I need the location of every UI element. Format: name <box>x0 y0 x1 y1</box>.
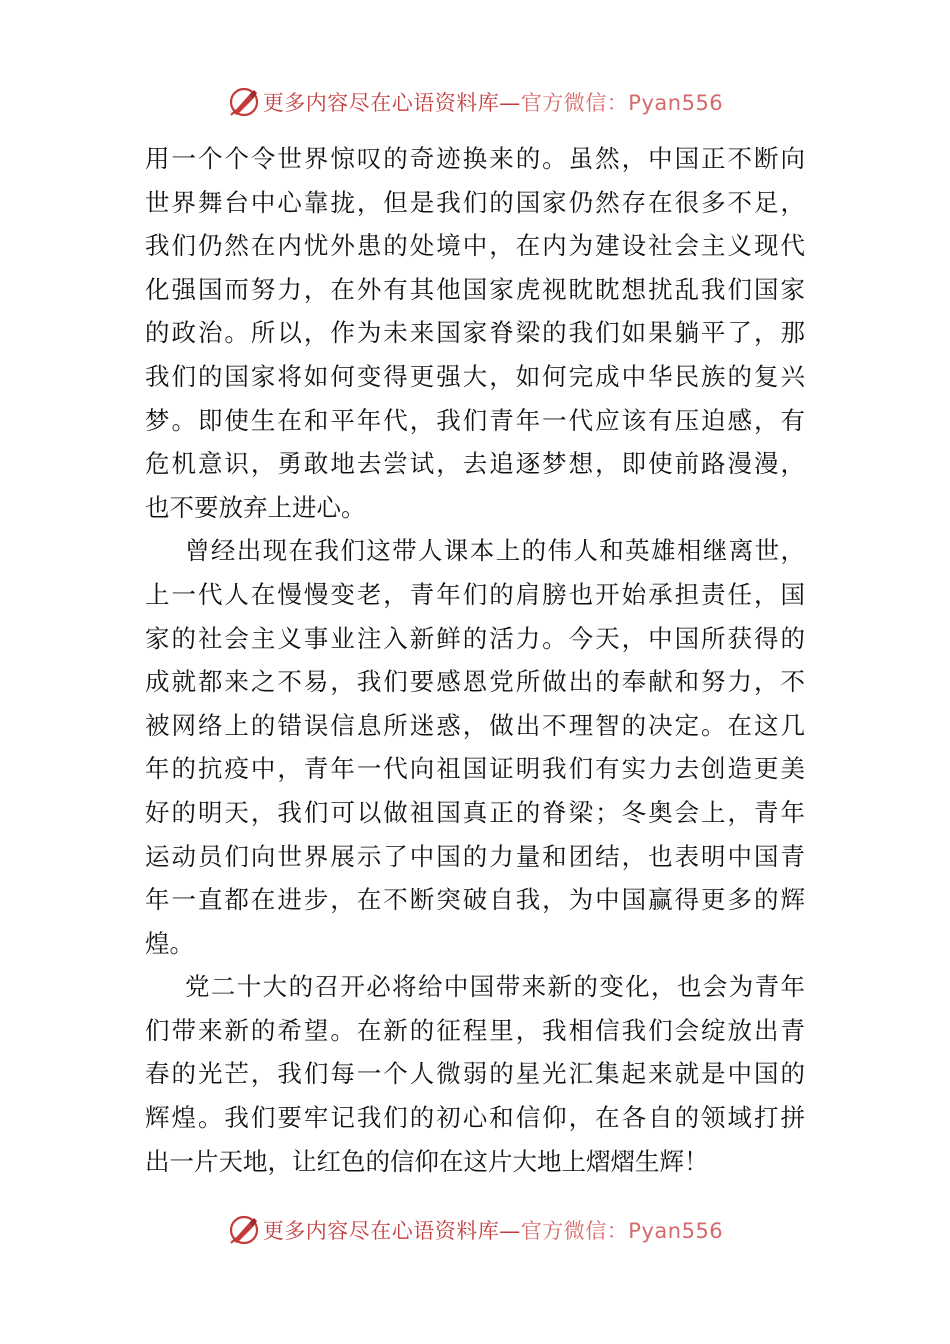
text-line: 梦。即使生在和平年代，我们青年一代应该有压迫感，有 <box>145 405 805 435</box>
text-line: 出一片天地，让红色的信仰在这片大地上熠熠生辉！ <box>145 1146 709 1176</box>
text-line: 好的明天，我们可以做祖国真正的脊梁；冬奥会上，青年 <box>145 797 805 827</box>
text-line: 被网络上的错误信息所迷惑，做出不理智的决定。在这几 <box>145 710 805 740</box>
paragraph-1 <box>145 137 805 529</box>
document-body <box>145 137 805 1183</box>
watermark-library-text: 更多内容尽在心语资料库— <box>262 1219 521 1243</box>
text-line: 党二十大的召开必将给中国带来新的变化，也会为青年 <box>185 972 805 1002</box>
text-line: 辉煌。我们要牢记我们的初心和信仰，在各自的领域打拼 <box>145 1103 805 1133</box>
pen-nib-logo-icon <box>227 1213 261 1247</box>
text-line: 们带来新的希望。在新的征程里，我相信我们会绽放出青 <box>145 1015 805 1045</box>
text-line: 年的抗疫中，青年一代向祖国证明我们有实力去创造更美 <box>145 754 805 784</box>
text-line: 用一个个令世界惊叹的奇迹换来的。虽然，中国正不断向 <box>145 144 805 173</box>
text-line: 化强国而努力，在外有其他国家虎视眈眈想扰乱我们国家 <box>145 274 805 304</box>
paragraph-3 <box>145 965 805 1183</box>
watermark-library-text: 更多内容尽在心语资料库— <box>262 91 521 115</box>
text-line: 世界舞台中心靠拢，但是我们的国家仍然存在很多不足， <box>145 187 805 217</box>
text-line: 曾经出现在我们这带人课本上的伟人和英雄相继离世， <box>185 536 805 566</box>
watermark-text <box>263 87 723 117</box>
text-line: 也不要放弃上进心。 <box>145 492 366 522</box>
pen-nib-logo-icon <box>227 85 261 119</box>
text-line: 煌。 <box>145 928 194 958</box>
text-line: 春的光芒，我们每一个人微弱的星光汇集起来就是中国的 <box>145 1059 805 1089</box>
header-watermark <box>0 82 950 122</box>
paragraph-2 <box>145 529 805 965</box>
text-line: 运动员们向世界展示了中国的力量和团结，也表明中国青 <box>145 841 805 871</box>
text-line: 家的社会主义事业注入新鲜的活力。今天，中国所获得的 <box>145 623 805 653</box>
text-line: 我们仍然在内忧外患的处境中，在内为建设社会主义现代 <box>145 231 805 261</box>
text-line: 年一直都在进步，在不断突破自我，为中国赢得更多的辉 <box>145 885 805 915</box>
text-line: 上一代人在慢慢变老，青年们的肩膀也开始承担责任，国 <box>145 579 805 609</box>
text-line: 的政治。所以，作为未来国家脊梁的我们如果躺平了，那 <box>145 318 805 348</box>
footer-watermark <box>0 1210 950 1250</box>
text-line: 危机意识，勇敢地去尝试，去追逐梦想，即使前路漫漫， <box>145 449 805 479</box>
watermark-wechat-text: 官方微信：Pyan556 <box>520 91 724 115</box>
watermark-text <box>263 1215 723 1245</box>
text-line: 成就都来之不易，我们要感恩党所做出的奉献和努力，不 <box>145 667 805 697</box>
text-line: 我们的国家将如何变得更强大，如何完成中华民族的复兴 <box>145 361 805 391</box>
watermark-wechat-text: 官方微信：Pyan556 <box>520 1219 724 1243</box>
